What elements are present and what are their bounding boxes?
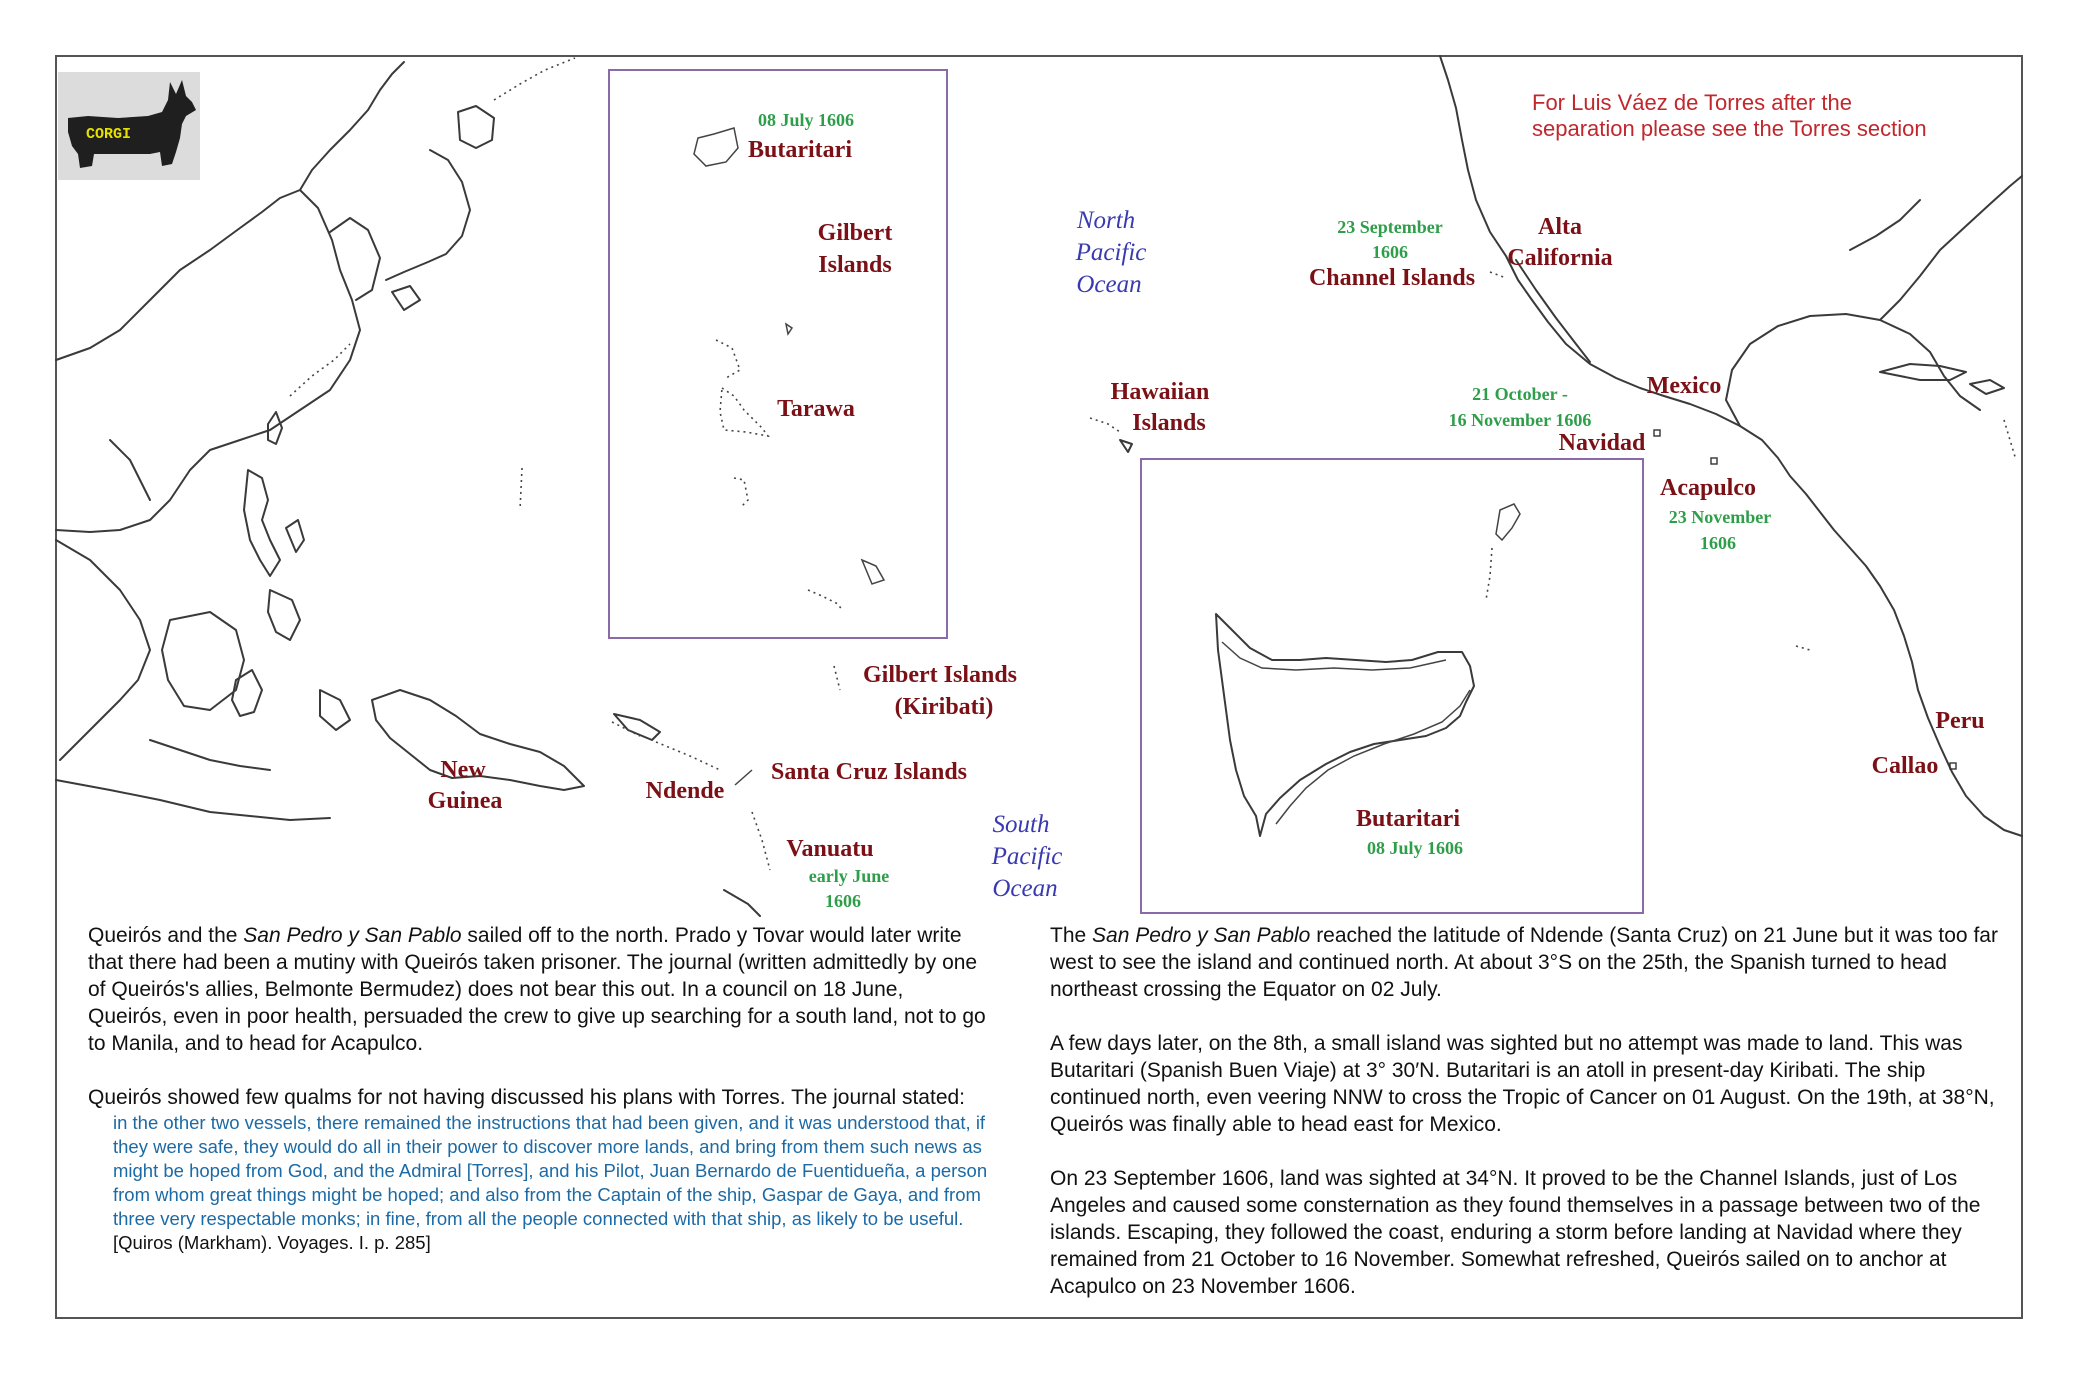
label-ndende: Ndende — [645, 778, 725, 804]
label-butaritari-inset: Butaritari — [748, 137, 852, 163]
label-alta-2: California — [1507, 245, 1613, 271]
date-2309-1: 23 September — [1337, 217, 1443, 237]
label-peru: Peru — [1935, 708, 1985, 734]
right-text-column — [1050, 922, 2010, 1300]
date-early-june-2: 1606 — [825, 891, 861, 911]
torres-note: For Luis Váez de Torres after the separation please see the Torres section — [1532, 90, 1927, 141]
ocean-south-3: Ocean — [992, 875, 1058, 902]
label-santa-cruz: Santa Cruz Islands — [770, 759, 968, 785]
ocean-south-1: South — [992, 811, 1050, 838]
date-2110-1: 21 October - — [1472, 384, 1568, 404]
label-tarawa: Tarawa — [777, 396, 855, 422]
label-mexico: Mexico — [1646, 373, 1722, 399]
date-2311-2: 1606 — [1700, 533, 1736, 553]
label-gilbert-1: Gilbert — [817, 220, 893, 246]
label-alta-1: Alta — [1538, 214, 1582, 240]
label-new-guinea-2: Guinea — [427, 788, 503, 814]
citation: [Quiros (Markham). Voyages. I. p. 285] — [113, 1232, 431, 1253]
ocean-south-2: Pacific — [991, 843, 1063, 870]
label-hawaiian-2: Islands — [1132, 410, 1206, 436]
label-hawaiian-1: Hawaiian — [1110, 379, 1210, 405]
label-vanuatu: Vanuatu — [786, 836, 874, 862]
date-0807-top: 08 July 1606 — [757, 110, 855, 130]
label-acapulco: Acapulco — [1660, 475, 1756, 501]
corgi-logo — [58, 72, 200, 180]
right-paragraph-2: A few days later, on the 8th, a small island was sighted but no attempt was made to land. This was Butaritari (Spanish Buen Viaje) at 3° 30′N. Butaritari is an atoll in present-day Kiribati. The ship continued north, even veering NNW to cross the Tropic of Cancer on 01 August. On the 19th, at 38°N, Queirós was finally able to head east for Mexico. — [1050, 1032, 1995, 1136]
ocean-north-3: Ocean — [1076, 271, 1142, 298]
right-paragraph-3: On 23 September 1606, land was sighted at 34°N. It proved to be the Channel Islands, just of Los Angeles and caused some consternation as they found themselves in a passage between two of the islands. Escaping, they followed the coast, enduring a storm before landing at Navidad where they remained from 21 October to 16 November. Somewhat refreshed, Queirós sailed on to anchor at Acapulco on 23 November 1606. — [1050, 1167, 1981, 1298]
ocean-north-2: Pacific — [1075, 239, 1147, 266]
date-early-june-1: early June — [808, 866, 890, 886]
left-text-column — [88, 922, 988, 1255]
left-paragraph-1: Queirós and the San Pedro y San Pablo sailed off to the north. Prado y Tovar would later write that there had been a mutiny with Queirós taken prisoner. The journal (written admittedly by one of Queirós's allies, Belmonte Bermudez) does not bear this out. In a council on 18 June, Queirós, even in poor health, persuaded the crew to give up searching for a south land, not to go to Manila, and to head for Acapulco. — [88, 924, 986, 1055]
date-2311-1: 23 November — [1668, 507, 1772, 527]
label-callao: Callao — [1871, 753, 1939, 779]
left-paragraph-2: Queirós showed few qualms for not having discussed his plans with Torres. The journal stated: — [88, 1086, 966, 1109]
date-2110-2: 16 November 1606 — [1448, 410, 1592, 430]
label-navidad: Navidad — [1558, 430, 1646, 456]
right-paragraph-1: The San Pedro y San Pablo reached the latitude of Ndende (Santa Cruz) on 21 June but it was too far west to see the island and continued north. At about 3°S on the 25th, the Spanish turned to head northeast crossing the Equator on 02 July. — [1050, 924, 1998, 1001]
label-gilbert-kiribati-1: Gilbert Islands — [862, 662, 1018, 688]
label-gilbert-kiribati-2: (Kiribati) — [894, 694, 994, 720]
ocean-north-1: North — [1076, 207, 1136, 234]
journal-quote: in the other two vessels, there remained the instructions that had been given, and it was understood that, if they were safe, they would do all in their power to discover more lands, and bring from them such news as might be hoped from God, and the Admiral [Torres], and his Pilot, Juan Bernardo de Fuentidueña, a person from whom great things might be hoped; and also from the Captain of the ship, Gaspar de Gaya, and from three very respectable monks; in fine, from all the people connected with that ship, as likely to be useful. — [113, 1112, 988, 1229]
label-channel-islands: Channel Islands — [1308, 265, 1476, 291]
label-gilbert-2: Islands — [818, 252, 892, 278]
date-2309-2: 1606 — [1372, 242, 1408, 262]
logo-text: CORGI — [86, 126, 132, 143]
label-new-guinea-1: New — [440, 757, 486, 783]
label-butaritari-large: Butaritari — [1356, 806, 1460, 832]
date-0807-bottom: 08 July 1606 — [1366, 838, 1464, 858]
